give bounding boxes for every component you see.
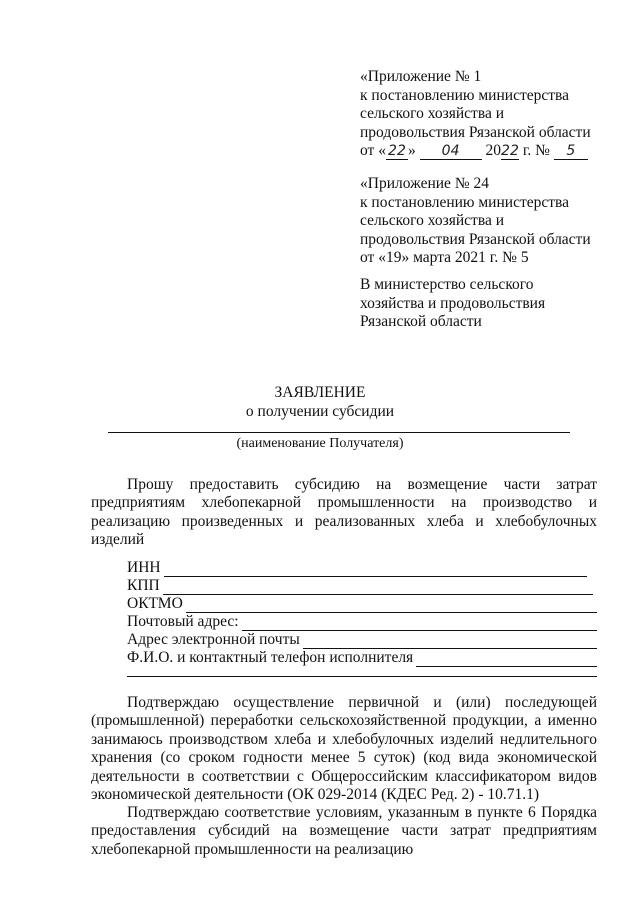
addressee-line1: В министерство сельского xyxy=(360,276,534,293)
addressee-block xyxy=(360,276,545,332)
contact-field[interactable] xyxy=(127,649,597,667)
document-number: 5 xyxy=(554,143,588,160)
recipient-caption: (наименование Получателя) xyxy=(236,436,404,451)
date-month: 04 xyxy=(420,143,482,160)
inn-label: ИНН xyxy=(127,559,161,576)
inn-field[interactable] xyxy=(127,559,587,577)
confirm-paragraph-2: Подтверждаю соответствие условиям, указанным в пункте 6 Порядка предоставления субсидий на возмещение части затрат предприятиям хлебопекарной промышленности на реализацию xyxy=(91,804,597,858)
date-year: 22 xyxy=(501,143,519,160)
oktmo-label: ОКТМО xyxy=(127,595,183,612)
appendix-24-title: «Приложение № 24 xyxy=(360,175,489,192)
email-label: Адрес электронной почты xyxy=(127,631,300,648)
appendix-1-date-line: от « 22 » 04 2022 г. № 5 xyxy=(360,142,591,161)
postal-address-field[interactable] xyxy=(127,613,597,631)
email-field[interactable] xyxy=(127,631,597,649)
appendix-24-line3: сельского хозяйства и xyxy=(360,212,504,230)
addressee-line3: Рязанской области xyxy=(360,313,482,331)
request-paragraph: Прошу предоставить субсидию на возмещение части затрат предприятиям хлебопекарной промышленности на производство и реализацию произведенных и реализованных хлеба и хлебобулочных изделий xyxy=(91,476,597,549)
document-title: ЗАЯВЛЕНИЕ xyxy=(274,384,366,401)
date-day: 22 xyxy=(386,143,408,160)
kpp-label: КПП xyxy=(127,577,160,594)
appendix-1-block xyxy=(360,68,591,161)
confirm-paragraph-1: Подтверждаю осуществление первичной и (или) последующей (промышленной) переработки сельскохозяйственной продукции, а именно занимаюсь производством хлеба и хлебобулочных изделий недлительного хранения (со сроком годности менее 5 суток) (код вида экономической деятельности в соответствии с Общероссийским классификатором видов экономической деятельности (ОК 029-2014 (КДЕС Ред. 2) - 10.71.1) xyxy=(91,694,597,804)
appendix-1-line2: к постановлению министерства xyxy=(360,86,570,104)
postal-address-label: Почтовый адрес: xyxy=(127,613,239,630)
oktmo-field[interactable] xyxy=(127,595,597,613)
appendix-24-line4: продовольствия Рязанской области xyxy=(360,230,591,248)
document-subtitle: о получении субсидии xyxy=(245,403,395,420)
addressee-line2: хозяйства и продовольствия xyxy=(360,294,546,312)
appendix-24-date: от «19» марта 2021 г. № 5 xyxy=(360,249,529,267)
kpp-field[interactable] xyxy=(127,577,593,595)
recipient-name-line xyxy=(108,432,570,433)
contact-label: Ф.И.О. и контактный телефон исполнителя xyxy=(127,649,414,666)
appendix-24-block xyxy=(360,175,591,268)
appendix-1-title: «Приложение № 1 xyxy=(360,68,482,85)
contact-extra-line xyxy=(127,676,597,677)
appendix-1-line3: сельского хозяйства и xyxy=(360,105,504,123)
appendix-1-line4: продовольствия Рязанской области xyxy=(360,123,591,141)
appendix-24-line2: к постановлению министерства xyxy=(360,193,570,211)
